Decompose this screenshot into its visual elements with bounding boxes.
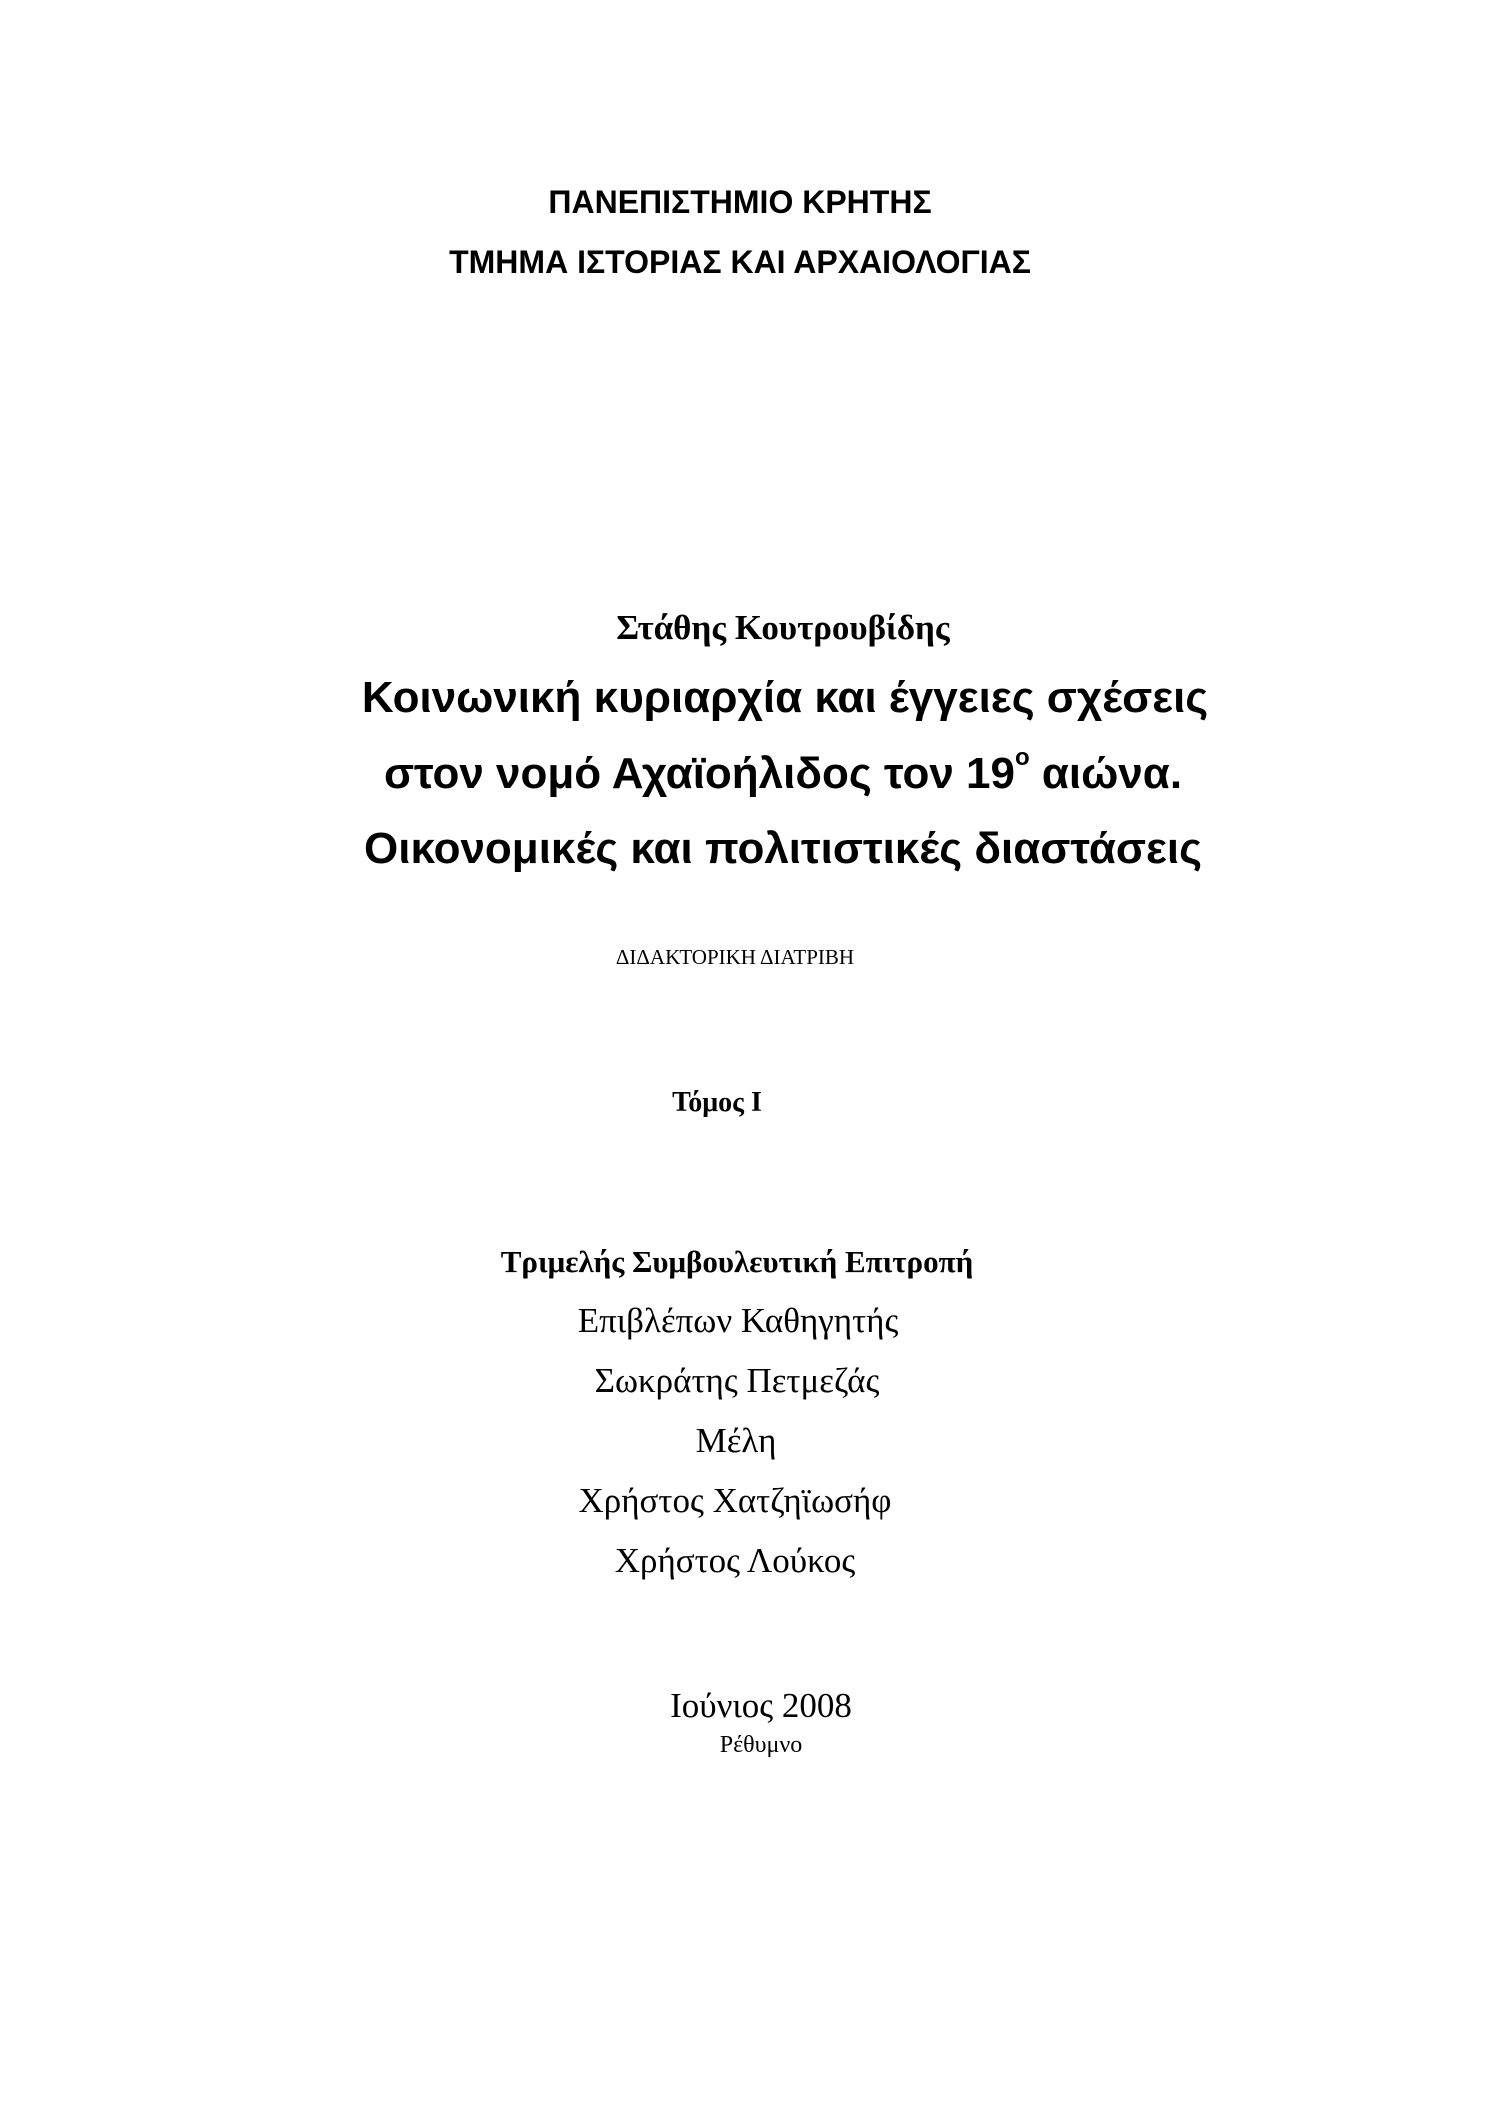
supervisor-role: Επιβλέπων Καθηγητής — [577, 1301, 899, 1340]
submission-place: Ρέθυμνο — [719, 1732, 803, 1758]
university-name: ΠΑΝΕΠΙΣΤΗΜΙΟ ΚΡΗΤΗΣ — [548, 184, 932, 220]
thesis-title-line-2-text: στον νομό Αχαϊοήλιδος τον 19 — [383, 749, 1015, 798]
ordinal-superscript: ο — [1014, 744, 1030, 771]
supervisor-name: Σωκράτης Πετμεζάς — [594, 1361, 880, 1400]
volume-label: Τόμος Ι — [672, 1087, 762, 1118]
committee-heading: Τριμελής Συμβουλευτική Επιτροπή — [500, 1244, 974, 1279]
members-role: Μέλη — [695, 1421, 777, 1460]
thesis-title-line-1: Κοινωνική κυριαρχία και έγγειες σχέσεις — [361, 673, 1209, 722]
department-name: ΤΜΗΜΑ ΙΣΤΟΡΙΑΣ ΚΑΙ ΑΡΧΑΙΟΛΟΓΙΑΣ — [449, 244, 1031, 280]
member-1-name: Χρήστος Χατζηϊωσήφ — [578, 1481, 892, 1520]
thesis-title-line-3: Οικονομικές και πολιτιστικές διαστάσεις — [364, 824, 1202, 873]
submission-date: Ιούνιος 2008 — [670, 1686, 852, 1725]
member-2-name: Χρήστος Λούκος — [614, 1541, 856, 1580]
thesis-title-line-2-end: αιώνα. — [1029, 749, 1183, 798]
thesis-title-line-2 — [383, 744, 1183, 798]
document-type: ΔΙΔΑΚΤΟΡΙΚΗ ΔΙΑΤΡΙΒΗ — [615, 945, 855, 969]
author-name: Στάθης Κουτρουβίδης — [616, 608, 950, 647]
